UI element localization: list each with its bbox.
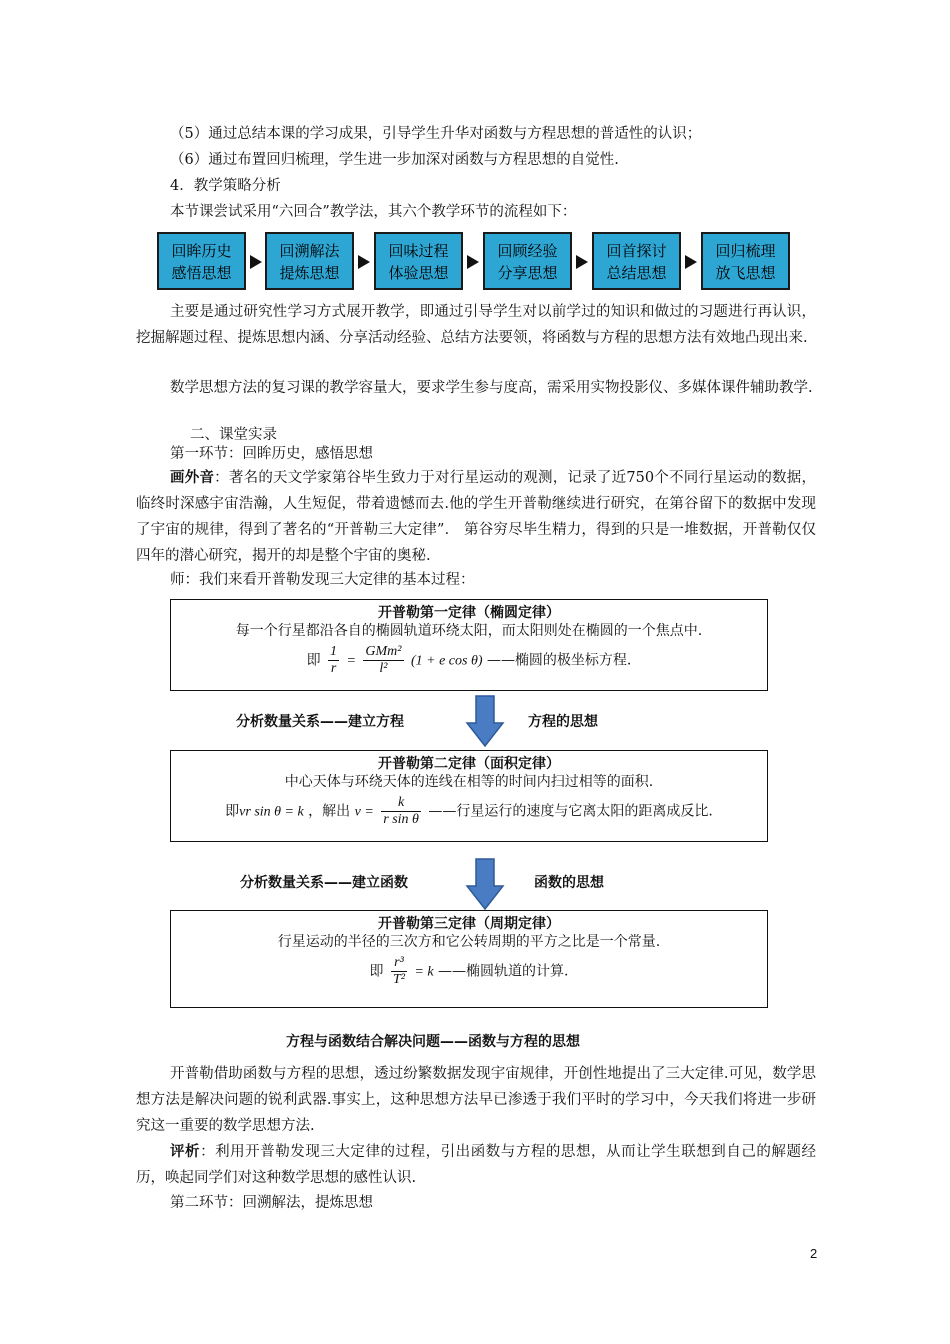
law-2-formula: 即vr sin θ = k ，解出 v = $\frac{k}{\text{r sin θ}}$ ——行星运行的速度与它离太阳的距离成反比. <box>225 795 713 827</box>
stage-2-heading: 第二环节：回溯解法，提炼思想 <box>170 1195 373 1211</box>
stage-1-heading: 第一环节：回眸历史，感悟思想 <box>170 446 373 462</box>
conclusion-label: 方程与函数结合解决问题——函数与方程的思想 <box>286 1034 580 1050</box>
kepler-law-2-box <box>170 750 768 842</box>
page-number: 2 <box>810 1246 818 1261</box>
link-1-left-label: 分析数量关系——建立方程 <box>236 714 404 730</box>
flow-step-4: 回顾经验 分享思想 <box>483 232 572 290</box>
flow-step-5: 回首探讨 总结思想 <box>592 232 681 290</box>
law-1-title: 开普勒第一定律（椭圆定律） <box>378 605 560 621</box>
law-3-title: 开普勒第三定律（周期定律） <box>378 916 560 932</box>
teacher-line: 师：我们来看开普勒发现三大定律的基本过程： <box>170 572 475 588</box>
objective-item-6: （6）通过布置回归梳理，学生进一步加深对函数与方程思想的自觉性. <box>170 152 619 168</box>
voiceover-label: 画外音 <box>170 470 215 486</box>
flow-arrow-icon <box>467 255 479 269</box>
strategy-paragraph-1: 主要是通过研究性学习方式展开教学，即通过引导学生对以前学过的知识和做过的习题进行再认识，挖掘解题过程、提炼思想内涵、分享活动经验、总结方法要领，将函数与方程的思想方法有效地凸现出来. <box>136 304 816 346</box>
law-1-formula: 即 $\frac{1}{r}$ = $\frac{\text{GMm²}}{\text{l²}}$ (1 + e cos θ) ——椭圆的极坐标方程. <box>306 644 632 676</box>
objective-item-5: （5）通过总结本课的学习成果，引导学生升华对函数与方程思想的普适性的认识； <box>170 126 702 142</box>
flow-arrow-icon <box>250 255 262 269</box>
flow-step-3: 回味过程 体验思想 <box>374 232 463 290</box>
flow-arrow-icon <box>576 255 588 269</box>
law-1-description: 每一个行星都沿各自的椭圆轨道环绕太阳，而太阳则处在椭圆的一个焦点中. <box>235 623 703 639</box>
kepler-law-3-box <box>170 910 768 1008</box>
voiceover-paragraph: 画外音：著名的天文学家第谷毕生致力于对行星运动的观测，记录了近750个不同行星运动的数据，临终时深感宇宙浩瀚，人生短促，带着遗憾而去.他的学生开普勒继续进行研究，在第谷留下的数据中发现了宇宙的规律，得到了著名的“开普勒三大定律”． 第谷穷尽毕生精力，得到的只是一堆数据，开普勒仅仅四年的潜心研究，揭开的却是整个宇宙的奥秘. <box>136 470 816 564</box>
comment-label: 评析 <box>170 1144 201 1160</box>
down-arrow-icon <box>465 858 505 910</box>
kepler-law-1-box <box>170 599 768 691</box>
link-2-left-label: 分析数量关系——建立函数 <box>240 875 408 891</box>
link-1-right-label: 方程的思想 <box>528 714 598 730</box>
flow-intro: 本节课尝试采用“六回合”教学法，其六个教学环节的流程如下： <box>170 204 577 220</box>
flow-step-1: 回眸历史 感悟思想 <box>157 232 246 290</box>
law-3-formula: 即 $\frac{\text{r³}}{\text{T²}}$ = k ——椭圆轨道的计算. <box>369 955 569 987</box>
law-3-description: 行星运动的半径的三次方和它公转周期的平方之比是一个常量. <box>277 934 661 950</box>
comment-paragraph: 评析：利用开普勒发现三大定律的过程，引出函数与方程的思想，从而让学生联想到自己的解题经历，唤起同学们对这种数学思想的感性认识. <box>136 1144 817 1186</box>
down-arrow-icon <box>465 695 505 747</box>
law-2-description: 中心天体与环绕天体的连线在相等的时间内扫过相等的面积. <box>284 774 654 790</box>
section-heading: 4．教学策略分析 <box>170 178 281 194</box>
flow-step-2: 回溯解法 提炼思想 <box>265 232 354 290</box>
law-2-title: 开普勒第二定律（面积定律） <box>378 756 560 772</box>
flow-arrow-icon <box>358 255 370 269</box>
teaching-flow-chart <box>157 232 807 294</box>
flow-arrow-icon <box>685 255 697 269</box>
closing-paragraph: 开普勒借助函数与方程的思想，透过纷繁数据发现宇宙规律，开创性地提出了三大定律.可见，数学思想方法是解决问题的锐利武器.事实上，这种思想方法早已渗透于我们平时的学习中，今天我们将进一步研究这一重要的数学思想方法. <box>136 1066 816 1134</box>
record-heading: 二、课堂实录 <box>190 427 277 443</box>
strategy-paragraph-2: 数学思想方法的复习课的教学容量大，要求学生参与度高，需采用实物投影仪、多媒体课件辅助教学. <box>170 380 813 396</box>
link-2-right-label: 函数的思想 <box>534 875 604 891</box>
flow-step-6: 回归梳理 放飞思想 <box>701 232 790 290</box>
